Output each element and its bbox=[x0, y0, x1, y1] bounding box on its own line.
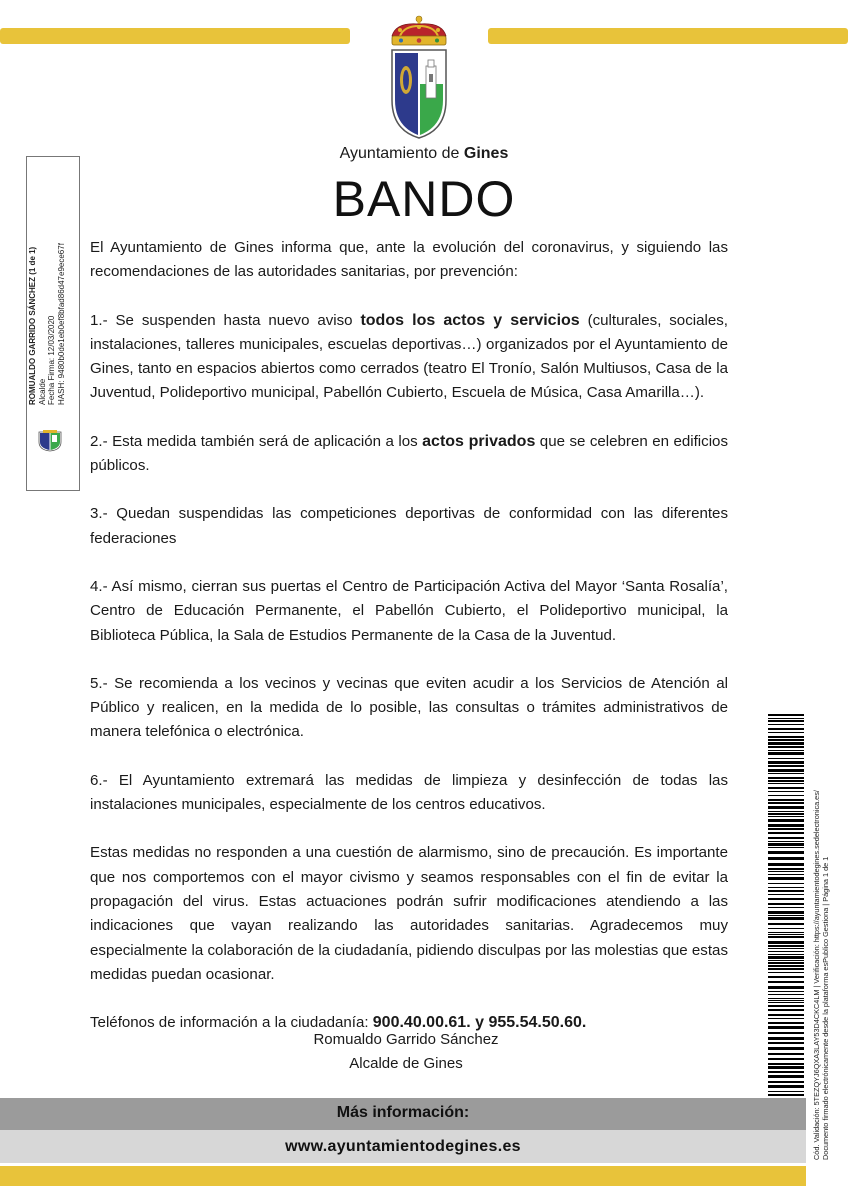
barcode-stripe bbox=[768, 948, 804, 949]
barcode-stripe bbox=[768, 962, 804, 964]
barcode-stripe bbox=[768, 976, 804, 978]
barcode-stripe bbox=[768, 832, 804, 834]
barcode-stripe bbox=[768, 828, 804, 830]
barcode-stripe bbox=[768, 923, 804, 925]
barcode-stripe bbox=[768, 718, 804, 719]
barcode-stripe bbox=[768, 877, 804, 880]
item-1-bold: todos los actos y servicios bbox=[360, 311, 580, 329]
barcode-stripe bbox=[768, 752, 804, 755]
barcode-stripe bbox=[768, 898, 804, 900]
barcode-stripe bbox=[768, 928, 804, 929]
council-heading bbox=[0, 145, 848, 163]
barcode-stripe bbox=[768, 868, 804, 870]
item-1-text: 1.- Se suspenden hasta nuevo aviso bbox=[90, 311, 361, 329]
validation-line-2: Documento firmado electrónicamente desde la plataforma esPublico Gestiona | Página 1 de 1 bbox=[821, 856, 830, 1160]
barcode-stripe bbox=[768, 1094, 804, 1096]
barcode-stripe bbox=[768, 1018, 804, 1019]
barcode-stripe bbox=[768, 956, 804, 959]
barcode-stripe bbox=[768, 816, 804, 817]
barcode-stripe bbox=[768, 986, 804, 989]
barcode-stripe bbox=[768, 907, 804, 908]
barcode-stripe bbox=[768, 1066, 804, 1069]
signer-role: Alcalde de Gines bbox=[349, 1055, 463, 1072]
barcode-stripe bbox=[768, 799, 804, 801]
barcode-stripe bbox=[768, 720, 804, 722]
barcode-stripe bbox=[768, 813, 804, 815]
barcode-stripe bbox=[768, 750, 804, 751]
barcode-stripe bbox=[768, 998, 804, 999]
barcode-stripe bbox=[768, 791, 804, 792]
barcode-stripe bbox=[768, 941, 804, 944]
barcode-stripe bbox=[768, 894, 804, 895]
phones-label: Teléfonos de información a la ciudadanía: bbox=[90, 1014, 373, 1032]
footer-website-link[interactable]: www.ayuntamientodegines.es bbox=[285, 1138, 521, 1155]
barcode-stripe bbox=[768, 917, 804, 920]
barcode-stripe bbox=[768, 758, 804, 759]
stamp-date: Fecha Firma: 12/03/2020 bbox=[47, 315, 56, 405]
barcode-stripe bbox=[768, 1075, 804, 1078]
barcode-stripe bbox=[768, 874, 804, 875]
stamp-hash: HASH: 9480b0de1eb0ef8bfad86d47e9ece67f bbox=[56, 243, 66, 405]
barcode-stripe bbox=[768, 819, 804, 822]
barcode-stripe bbox=[768, 932, 804, 933]
barcode-stripe bbox=[768, 761, 804, 764]
barcode-stripe bbox=[768, 1063, 804, 1065]
barcode-stripe bbox=[768, 1000, 804, 1001]
barcode-stripe bbox=[768, 1026, 804, 1029]
barcode-stripe bbox=[768, 847, 804, 848]
barcode-stripe bbox=[768, 1071, 804, 1073]
item-5-paragraph: 5.- Se recomienda a los vecinos y vecinas que eviten acudir a los Servicios de Atención al Público y realicen, en la medida de lo posible, las consultas o trámites administrativos de manera telefónica o electrónica. bbox=[90, 674, 728, 741]
barcode-stripe bbox=[768, 780, 804, 782]
barcode-stripe bbox=[768, 1047, 804, 1050]
barcode-stripe bbox=[768, 972, 804, 973]
barcode-stripe bbox=[768, 777, 804, 779]
item-2-text-end: que se celebren en edificios públicos. bbox=[90, 432, 728, 475]
barcode-stripe bbox=[768, 1053, 804, 1055]
barcode-stripe bbox=[768, 811, 804, 812]
barcode-stripe bbox=[768, 1002, 804, 1003]
barcode-stripe bbox=[768, 787, 804, 789]
barcode-stripe bbox=[768, 887, 804, 888]
barcode-stripe bbox=[768, 851, 804, 854]
barcode-stripe bbox=[768, 739, 804, 741]
document-body bbox=[90, 236, 728, 1059]
item-1-text-end: (culturales, sociales, instalaciones, talleres municipales, escuelas deportivas…) organizados por el Ayuntamiento de Gines, tanto en espacios abiertos como cerrados (teatro El Tronío, Salón Multiusos, Casa de la Juventud, Polideportivo municipal, Pabellón Cubierto, Escuela de Música, Casa Amarilla…). bbox=[90, 311, 728, 402]
signer-name: Romualdo Garrido Sánchez bbox=[313, 1031, 499, 1048]
barcode-stripe bbox=[768, 911, 804, 914]
barcode-stripe bbox=[768, 732, 804, 733]
closing-paragraph: Estas medidas no responden a una cuestión de alarmismo, sino de precaución. Es importante que nos comportemos con el mayor civismo y seamos responsables con el fin de evitar la propagación del virus. Estas actuaciones podrán sufrir modificaciones atendiendo a las indicaciones que vayan realizando las autoridades sanitarias. Agradecemos muy especialmente la colaboración de la ciudadanía, pidiendo disculpas por las molestias que estas medidas puedan ocasionar. bbox=[90, 844, 728, 983]
item-3-paragraph: 3.- Quedan suspendidas las competiciones deportivas de conformidad con las diferentes federaciones bbox=[90, 505, 728, 547]
barcode-stripe bbox=[768, 871, 804, 872]
item-4-paragraph: 4.- Así mismo, cierran sus puertas el Centro de Participación Activa del Mayor ‘Santa Rosalía’, Centro de Educación Permanente, el Pabellón Cubierto, el Polideportivo municipal, la Biblioteca Pública, la Sala de Estudios Permanente de la Casa de la Juventud. bbox=[90, 577, 728, 644]
validation-barcode bbox=[768, 714, 804, 1158]
barcode-stripe bbox=[768, 954, 804, 955]
page-title: BANDO bbox=[332, 171, 516, 227]
validation-line-1: Cód. Validación: 5TEZQYJ6QXA3LAY53D4CKC4LM | Verificación: https://ayuntamientodegines.sedelectronica.es/ bbox=[812, 790, 821, 1160]
barcode-stripe bbox=[768, 857, 804, 860]
barcode-stripe bbox=[768, 746, 804, 748]
barcode-stripe bbox=[768, 965, 804, 967]
item-2-bold: actos privados bbox=[422, 432, 536, 450]
barcode-stripe bbox=[768, 736, 804, 738]
barcode-stripe bbox=[768, 802, 804, 804]
stamp-signer: ROMUALDO GARRIDO SÁNCHEZ (1 de 1) bbox=[28, 246, 37, 405]
footer-more-info: Más información: bbox=[336, 1104, 470, 1121]
barcode-stripe bbox=[768, 765, 804, 767]
top-yellow-bar-left bbox=[0, 28, 350, 44]
validation-text bbox=[812, 715, 830, 1160]
barcode-stripe bbox=[768, 824, 804, 827]
bottom-yellow-bar bbox=[0, 1166, 806, 1186]
barcode-stripe bbox=[768, 981, 804, 983]
intro-paragraph: El Ayuntamiento de Gines informa que, ante la evolución del coronavirus, y siguiendo las recomendaciones de las autoridades sanitarias, por prevención: bbox=[90, 239, 728, 281]
municipal-coat-of-arms-icon bbox=[386, 14, 452, 140]
barcode-stripe bbox=[768, 1042, 804, 1044]
barcode-stripe bbox=[768, 951, 804, 952]
barcode-stripe bbox=[768, 806, 804, 809]
barcode-stripe bbox=[768, 1009, 804, 1011]
barcode-stripe bbox=[768, 903, 804, 905]
signature-stamp-text bbox=[28, 165, 66, 405]
barcode-stripe bbox=[768, 934, 804, 935]
barcode-stripe bbox=[768, 968, 804, 970]
barcode-stripe bbox=[768, 994, 804, 995]
barcode-stripe bbox=[768, 837, 804, 839]
barcode-stripe bbox=[768, 769, 804, 772]
barcode-stripe bbox=[768, 1005, 804, 1007]
barcode-stripe bbox=[768, 724, 804, 725]
top-yellow-bar-right bbox=[488, 28, 848, 44]
barcode-stripe bbox=[768, 1085, 804, 1088]
barcode-stripe bbox=[768, 1091, 804, 1092]
item-2-paragraph bbox=[90, 430, 728, 479]
item-2-text: 2.- Esta medida también será de aplicación a los bbox=[90, 432, 423, 450]
barcode-stripe bbox=[768, 883, 804, 884]
barcode-stripe bbox=[768, 795, 804, 796]
stamp-crest-icon bbox=[35, 430, 65, 452]
stamp-role: Alcalde bbox=[37, 378, 47, 405]
barcode-stripe bbox=[768, 915, 804, 916]
barcode-stripe bbox=[768, 841, 804, 842]
phones-numbers: 900.40.00.61. y 955.54.50.60. bbox=[372, 1014, 587, 1032]
barcode-stripe bbox=[768, 890, 804, 892]
barcode-stripe bbox=[768, 1081, 804, 1083]
barcode-stripe bbox=[768, 742, 804, 745]
council-prefix: Ayuntamiento de bbox=[339, 145, 460, 162]
barcode-stripe bbox=[768, 1058, 804, 1060]
council-name: Gines bbox=[463, 145, 509, 162]
barcode-stripe bbox=[768, 1037, 804, 1040]
barcode-stripe bbox=[768, 1032, 804, 1034]
barcode-stripe bbox=[768, 714, 804, 716]
barcode-stripe bbox=[768, 773, 804, 774]
barcode-stripe bbox=[768, 945, 804, 947]
barcode-stripe bbox=[768, 991, 804, 992]
barcode-stripe bbox=[768, 1014, 804, 1016]
item-1-paragraph bbox=[90, 309, 728, 406]
barcode-stripe bbox=[768, 936, 804, 938]
barcode-stripe bbox=[768, 783, 804, 784]
barcode-stripe bbox=[768, 960, 804, 961]
barcode-stripe bbox=[768, 1022, 804, 1024]
barcode-stripe bbox=[768, 843, 804, 846]
barcode-stripe bbox=[768, 863, 804, 866]
item-6-paragraph: 6.- El Ayuntamiento extremará las medidas de limpieza y desinfección de todas las instalaciones municipales, especialmente de los centros educativos. bbox=[90, 771, 728, 814]
barcode-stripe bbox=[768, 728, 804, 730]
signature-block bbox=[0, 1028, 812, 1076]
